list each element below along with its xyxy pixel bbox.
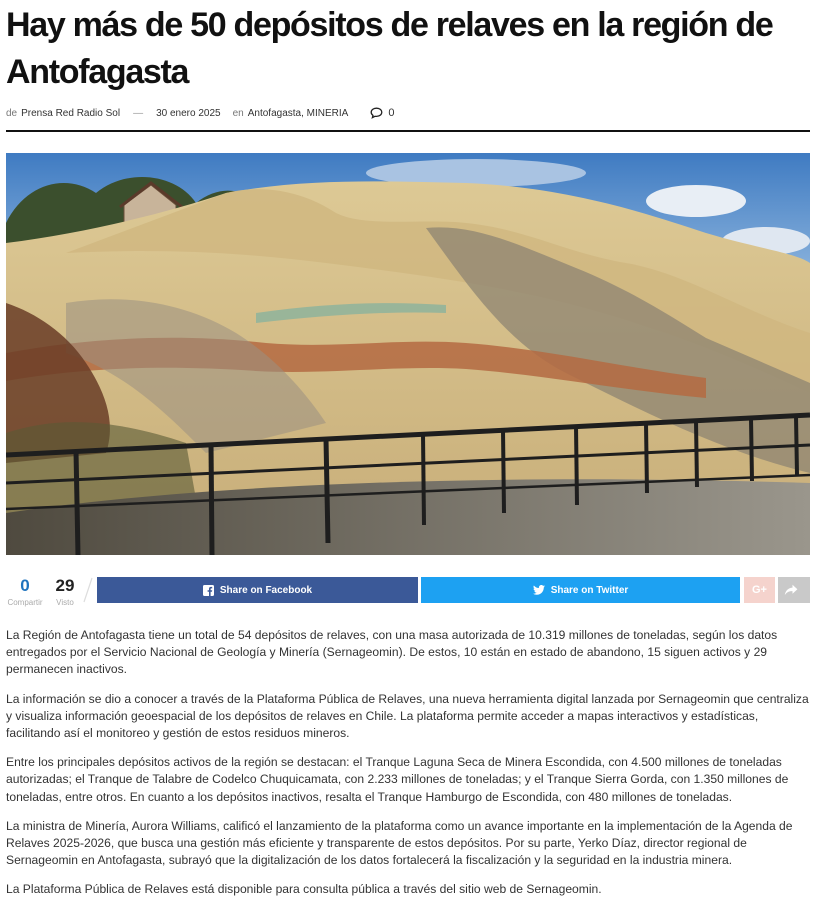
article-paragraph: La ministra de Minería, Aurora Williams, calificó el lanzamiento de la plataforma como un avance importante en la implementación de la Agenda de Relaves 2025-2026, que busca una gestión más eficiente y transparente de estos depósitos. Por su parte, Yerko Díaz, director regional de Sernageomin en Antofagasta, subrayó que la digitalización de los datos fortalecerá la fiscalización y la seguridad en la industria minera. <box>6 818 793 868</box>
share-more-button[interactable] <box>778 577 810 603</box>
article-paragraph: La Región de Antofagasta tiene un total de 54 depósitos de relaves, con una masa autorizada de 10.319 millones de toneladas, según los datos entregados por el Servicio Nacional de Geología y Minería (Sernageomin). De estos, 10 están en estado de abandono, 15 siguen activos y 29 permanecen inactivos. <box>6 628 778 677</box>
share-googleplus-button[interactable] <box>744 577 775 603</box>
article-body <box>6 627 810 911</box>
category-prefix: en <box>232 107 244 119</box>
share-count <box>6 576 44 608</box>
share-facebook-label: Share on Facebook <box>219 584 313 596</box>
share-count-label: Compartir <box>7 598 43 607</box>
cloud <box>646 185 746 217</box>
view-count-label: Visto <box>56 598 74 607</box>
category-links[interactable]: Antofagasta, MINERIA <box>247 107 349 119</box>
comments-link[interactable] <box>370 107 394 119</box>
share-count-value: 0 <box>20 576 30 595</box>
author-link[interactable]: Prensa Red Radio Sol <box>21 107 121 119</box>
article-title: Hay más de 50 depósitos de relaves en la región de Antofagasta <box>6 6 773 91</box>
article-meta <box>6 106 394 120</box>
facebook-icon <box>203 585 214 596</box>
article-paragraph: Entre los principales depósitos activos de la región se destacan: el Tranque Laguna Seca de Minera Escondida, con 4.500 millones de toneladas autorizadas; el Tranque de Talabre de Codelco Chuquicamata, con 2.233 millones de toneladas; y el Tranque Sierra Gorda, con 1.350 millones de toneladas, entre otros. En cuanto a los depósitos inactivos, resalta el Tranque Hamburgo de Escondida, con 480 millones de toneladas. <box>6 755 789 804</box>
twitter-icon <box>533 585 545 595</box>
comment-icon <box>370 107 383 119</box>
share-facebook-button[interactable] <box>97 577 418 603</box>
hero-image <box>6 153 810 555</box>
view-count-value: 29 <box>55 576 75 595</box>
comment-count: 0 <box>388 107 395 119</box>
googleplus-label: G+ <box>752 584 767 596</box>
share-twitter-label: Share on Twitter <box>550 584 629 596</box>
meta-separator: — <box>133 107 144 119</box>
share-arrow-icon <box>784 584 798 596</box>
article-paragraph: La información se dio a conocer a través de la Plataforma Pública de Relaves, una nueva herramienta digital lanzada por Sernageomin que centraliza y visualiza información geoespacial de los depósitos de relaves en Chile. La plataforma permite acceder a mapas interactivos y estadísticas, facilitando así el monitoreo y gestión de estos residuos mineros. <box>6 691 809 741</box>
publish-date: 30 enero 2025 <box>156 107 221 119</box>
title-divider <box>6 130 810 132</box>
share-twitter-button[interactable] <box>421 577 740 603</box>
view-count <box>50 576 80 608</box>
stats-divider <box>82 576 94 604</box>
author-prefix: de <box>6 107 18 119</box>
article-paragraph: La Plataforma Pública de Relaves está disponible para consulta pública a través del sitio web de Sernageomin. <box>6 882 602 897</box>
